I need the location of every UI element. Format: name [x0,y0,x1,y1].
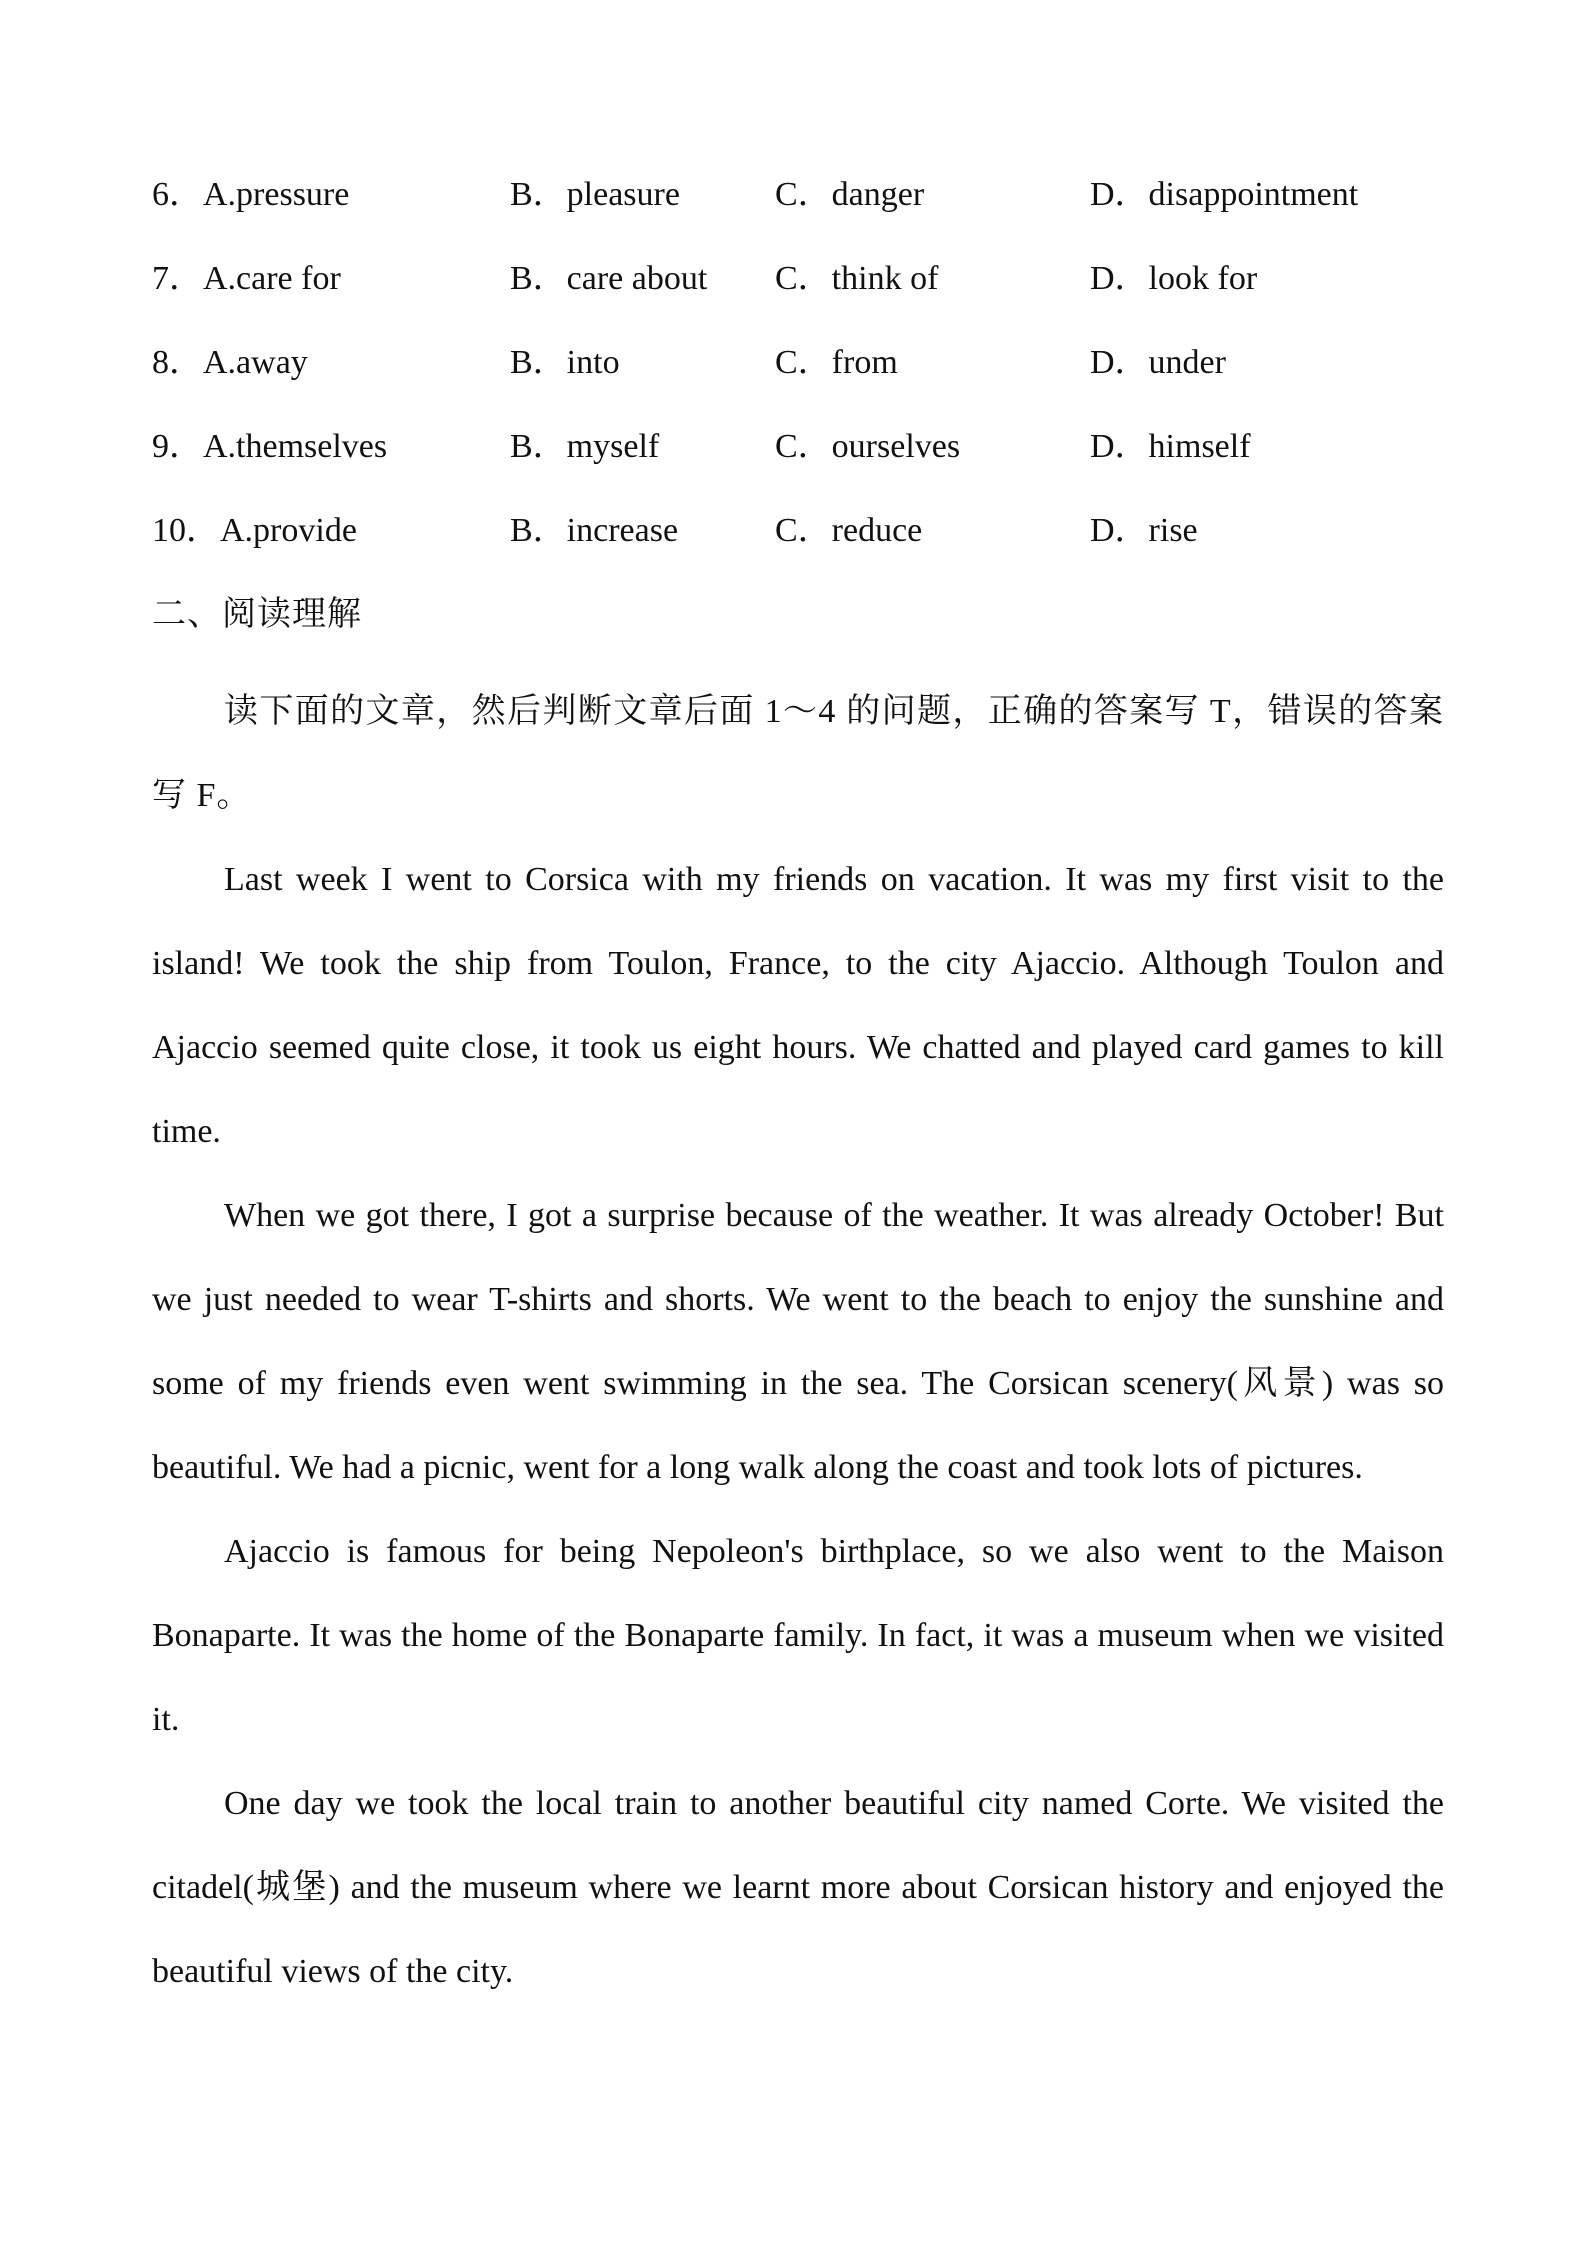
question-row-6 [152,166,1444,250]
question-10-option-b: B．increase [510,512,679,549]
question-row-7 [152,250,1444,334]
question-9-option-d: D．himself [1090,428,1251,465]
question-10-option-c: C．reduce [775,512,923,549]
question-8-option-a [152,334,510,418]
question-6-option-d: D．disappointment [1090,176,1359,213]
passage-paragraph-4: One day we took the local train to another beautiful city named Corte. We visited the citadel(城堡) and the museum where we learnt more about Corsican history and enjoyed the beautiful views of the city. [152,1785,1444,1990]
question-7-option-d: D．look for [1090,260,1258,297]
reading-instruction: 读下面的文章，然后判断文章后面 1～4 的问题，正确的答案写 T，错误的答案写 F。 [152,693,1444,814]
question-number: 6． [152,176,203,213]
question-row-10 [152,502,1444,586]
question-10-option-d: D．rise [1090,512,1198,549]
section-heading: 二、阅读理解 [152,596,362,633]
question-9-option-a [152,418,510,502]
question-6-option-c: C．danger [775,176,925,213]
question-7-option-c: C．think of [775,260,939,297]
question-6-option-a [152,166,510,250]
option-a-text: A.provide [220,512,357,549]
question-row-8 [152,334,1444,418]
answer-options [152,166,1444,586]
question-9-option-b: B．myself [510,428,660,465]
passage-paragraph-1: Last week I went to Corsica with my friends on vacation. It was my first visit to the island! We took the ship from Toulon, France, to the city Ajaccio. Although Toulon and Ajaccio seemed quite close, it took us eight hours. We chatted and played card games to kill time. [152,861,1444,1150]
question-7-option-a [152,250,510,334]
question-number: 7． [152,260,203,297]
question-number: 8． [152,344,203,381]
question-6-option-b: B．pleasure [510,176,680,213]
question-8-option-b: B．into [510,344,620,381]
question-8-option-c: C．from [775,344,898,381]
question-row-9 [152,418,1444,502]
option-a-text: A.pressure [203,176,350,213]
question-9-option-c: C．ourselves [775,428,961,465]
option-a-text: A.away [203,344,308,381]
passage-paragraph-2: When we got there, I got a surprise because of the weather. It was already October! But we just needed to wear T-shirts and shorts. We went to the beach to enjoy the sunshine and some of my friends even went swimming in the sea. The Corsican scenery(风景) was so beautiful. We had a picnic, went for a long walk along the coast and took lots of pictures. [152,1197,1444,1486]
question-number: 10． [152,512,220,549]
question-10-option-a [152,502,510,586]
option-a-text: A.themselves [203,428,388,465]
question-7-option-b: B．care about [510,260,708,297]
passage-paragraph-3: Ajaccio is famous for being Nepoleon's birthplace, so we also went to the Maison Bonaparte. It was the home of the Bonaparte family. In fact, it was a museum when we visited it. [152,1533,1444,1738]
question-8-option-d: D．under [1090,344,1226,381]
option-a-text: A.care for [203,260,341,297]
question-number: 9． [152,428,203,465]
